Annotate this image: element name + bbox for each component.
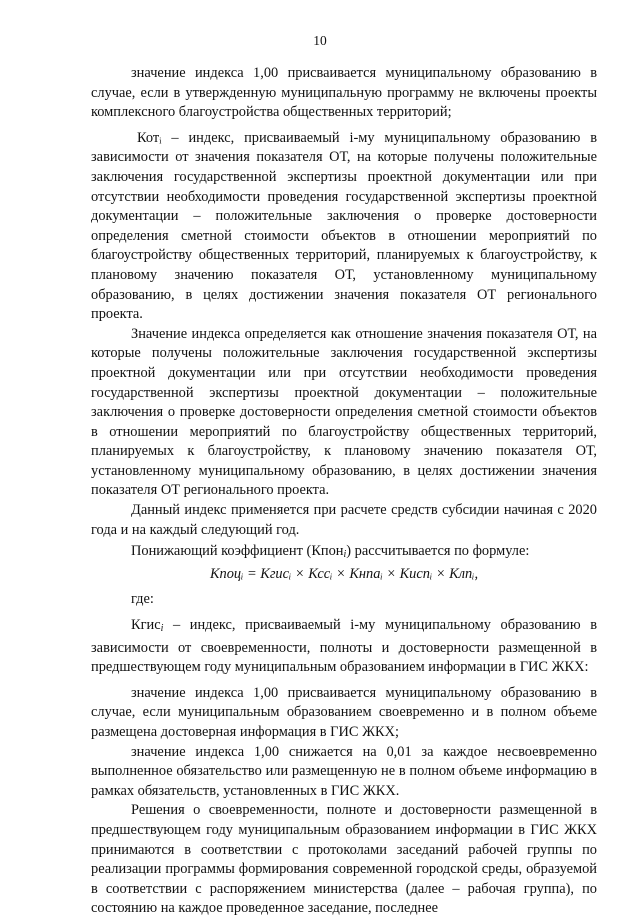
page-number: 10 (313, 33, 327, 48)
where-label: где: (131, 591, 154, 608)
paragraph-kgis-full: значение индекса 1,00 присваивается муниципальному образованию в случае, если муниципальным образованием своевременно и в полном объеме размещена достоверная информация в ГИС ЖКХ; (91, 684, 597, 740)
kpon-intro-line (91, 542, 597, 565)
paragraph-decisions: Решения о своевременности, полноте и достоверности размещенной в предшествующем году муниципальным образованием информации в ГИС ЖКХ принимаются в соответствии с протоколами заседаний рабочей группы по реализации программы формирования современной городской среды, образуемой в соответствии с распоряжением министерства (далее – рабочая группа), по состоянию на каждое проведенное заседание, последнее (91, 802, 597, 917)
document-body (91, 64, 597, 919)
paragraph-index-calculation: Значение индекса определяется как отношение значения показателя ОТ, на которые получены положительные заключения государственной экспертизы проектной документации или при отсутствии необходимости проведения государственной экспертизы проектной документации – положительные заключения о проверке достоверности определения сметной стоимости объектов в отношении мероприятий по благоустройству общественных территорий, планируемых к благоустройству, к плановому значению показателя ОТ, установленному муниципальному образованию, в целях достижении значения показателя ОТ регионального проекта. (91, 325, 597, 499)
paragraph-kgis-reduced: значение индекса 1,00 снижается на 0,01 за каждое несвоевременно выполненное обязательство или размещенную не в полном объеме информацию в рамках обязательств, установленных в ГИС ЖКХ. (91, 743, 597, 799)
kpon-symbol: Кпон$_i$ (311, 543, 347, 561)
kpon-intro-after: ) рассчитывается по формуле: (346, 543, 530, 560)
kgis-definition (91, 616, 597, 678)
kgis-symbol: Кгис$_i$ (131, 617, 164, 635)
paragraph-index-value: значение индекса 1,00 присваивается муниципальному образованию в случае, если в утвержденную муниципальную программу не включены проекты комплексного благоустройства общественных территорий; (91, 65, 597, 121)
paragraph-index-application: Данный индекс применяется при расчете средств субсидии начиная с 2020 года и на каждый следующий год. (91, 502, 597, 538)
kpon-intro-before: Понижающий коэффициент ( (131, 543, 312, 560)
paragraph-kot-definition: Котᵢ – индекс, присваиваемый i-му муниципальному образованию в зависимости от значения показателя ОТ, на которые получены положительные заключения государственной экспертизы проектной документации или при отсутствии необходимости проведения государственной экспертизы проектной документации – положительные заключения о проверке достоверности определения сметной стоимости объектов в отношении мероприятий по благоустройству общественных территорий, планируемых к благоустройству, к плановому значению показателя ОТ, установленному муниципальному образованию, в целях достижении значения показателя ОТ регионального проекта. (91, 129, 597, 323)
kgis-definition-text: – индекс, присваиваемый i-му муниципальному образованию в зависимости от своевременности, полноты и достоверности размещенной в предшествующем году муниципальным образованием информации в ГИС ЖКХ: (91, 617, 597, 676)
formula: Кпоцᵢ = Кгисᵢ × Кссᵢ × Кнпаᵢ × Киспᵢ × Клпᵢ, (209, 565, 479, 582)
